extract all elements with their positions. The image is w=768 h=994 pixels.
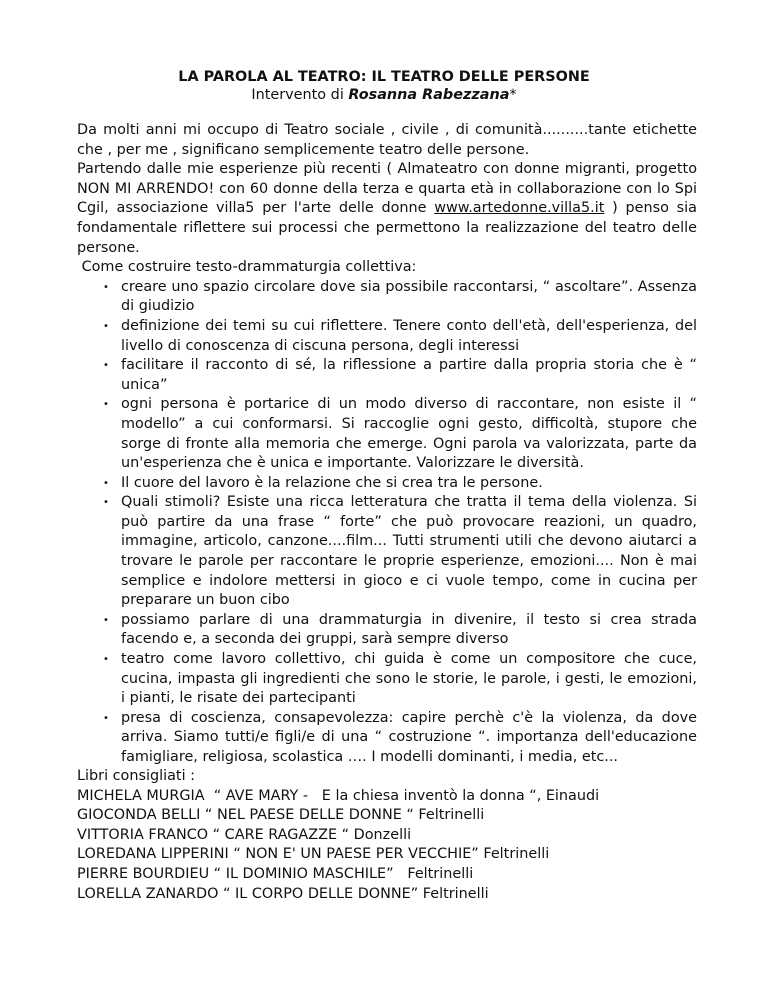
list-item (77, 356, 697, 395)
list-item-text: Il cuore del lavoro è la relazione che si crea tra le persone. (121, 474, 543, 491)
bullet-icon: • (103, 281, 109, 293)
list-item-text: teatro come lavoro collettivo, chi guida è come un compositore che cuce, cucina, impasta gli ingredienti che sono le storie, le parole, i gesti, le emozioni, i pianti, le risate dei partecipanti (121, 651, 697, 707)
books-heading: Libri consigliati : (77, 768, 195, 784)
book-entry: LORELLA ZANARDO “ IL CORPO DELLE DONNE” Feltrinelli (77, 885, 489, 902)
list-item-text: definizione dei temi su cui riflettere. Tenere conto dell'età, dell'esperienza, del livello di conoscenza di ciscuna persona, degli interessi (121, 317, 697, 354)
paragraph-experiences (77, 160, 697, 258)
list-item (77, 395, 697, 473)
bullet-icon: • (103, 654, 109, 666)
bullet-icon: • (103, 497, 109, 509)
book-entry: PIERRE BOURDIEU “ IL DOMINIO MASCHILE” Feltrinelli (77, 865, 474, 882)
list-item-text: presa di coscienza, consapevolezza: capire perchè c'è la violenza, da dove arriva. Siamo tutti/e figli/e di una “ costruzione “. importanza dell'educazione famigliare, religiosa, scolastica …. I modelli dominanti, i media, etc... (121, 709, 697, 765)
list-item-text: facilitare il racconto di sé, la riflessione a partire dalla propria storia che è “ unica” (121, 357, 697, 393)
paragraph-experiences-text-after: ) penso sia fondamentale riflettere sui processi che permettono la realizzazione del teatro delle persone. (77, 200, 697, 256)
recommended-books (77, 767, 717, 904)
bullet-icon: • (103, 477, 109, 489)
list-item (77, 278, 697, 317)
list-item-text: creare uno spazio circolare dove sia possibile raccontarsi, “ ascoltare”. Assenza di giudizio (121, 278, 697, 315)
list-item-text: possiamo parlare di una drammaturgia in divenire, il testo si crea strada facendo e, a seconda dei gruppi, sarà sempre diverso (121, 611, 697, 648)
paragraph-intro: Da molti anni mi occupo di Teatro sociale , civile , di comunità..........tante etichette che , per me , significano semplicemente teatro delle persone. (77, 122, 697, 158)
bullet-icon: • (103, 614, 109, 626)
book-entry: GIOCONDA BELLI “ NEL PAESE DELLE DONNE “ Feltrinelli (77, 807, 485, 824)
bullet-icon: • (103, 399, 109, 411)
author-footnote-mark: * (509, 87, 517, 103)
list-item (77, 317, 697, 356)
bullet-icon: • (103, 320, 109, 332)
subtitle-prefix: Intervento di (251, 87, 349, 103)
document-title: LA PAROLA AL TEATRO: IL TEATRO DELLE PERSONE (178, 69, 590, 85)
book-entry: LOREDANA LIPPERINI “ NON E' UN PAESE PER VECCHIE” Feltrinelli (77, 846, 550, 863)
document-subtitle (0, 86, 768, 104)
list-item (77, 611, 697, 650)
document-body (77, 121, 697, 768)
list-item (77, 650, 697, 709)
list-item-text: Quali stimoli? Esiste una ricca letteratura che tratta il tema della violenza. Si può partire da una frase “ forte” che può provocare reazioni, un quadro, immagine, articolo, canzone....film... Tutti strumenti utili che devono aiutarci a trovare le parole per raccontare le proprie esperienze, emozioni.... Non è mai semplice e indolore mettersi in gioco e ci vuole tempo, come in cucina per preparare un buon cibo (121, 494, 697, 609)
list-item (77, 474, 697, 494)
list-item-text: ogni persona è portarice di un modo diverso di raccontare, non esiste il “ modello” a cui conformarsi. Si raccoglie ogni gesto, difficoltà, stupore che sorge di fronte alla memoria che emerge. Ogni parola va valorizzata, parte da un'esperienza che è unica e importante. Valorizzare le diversità. (121, 396, 697, 472)
bullet-icon: • (103, 360, 109, 372)
bullet-list (77, 278, 697, 768)
bullet-icon: • (103, 712, 109, 724)
author-name: Rosanna Rabezzana (348, 87, 510, 103)
artedonne-link[interactable]: www.artedonne.villa5.it (434, 200, 605, 217)
list-item (77, 493, 697, 611)
list-item (77, 709, 697, 768)
section-intro: Come costruire testo-drammaturgia collettiva: (77, 259, 417, 276)
book-entry: VITTORIA FRANCO “ CARE RAGAZZE “ Donzelli (77, 826, 412, 843)
book-entry: MICHELA MURGIA “ AVE MARY - E la chiesa inventò la donna “, Einaudi (77, 787, 600, 804)
paragraph-experiences-text-before: Partendo dalle mie esperienze più recenti ( Almateatro con donne migranti, progetto NON MI ARRENDO! con 60 donne della terza e quarta età in collaborazione con lo Spi Cgil, associazione villa5 per l'arte delle donne (77, 161, 697, 217)
